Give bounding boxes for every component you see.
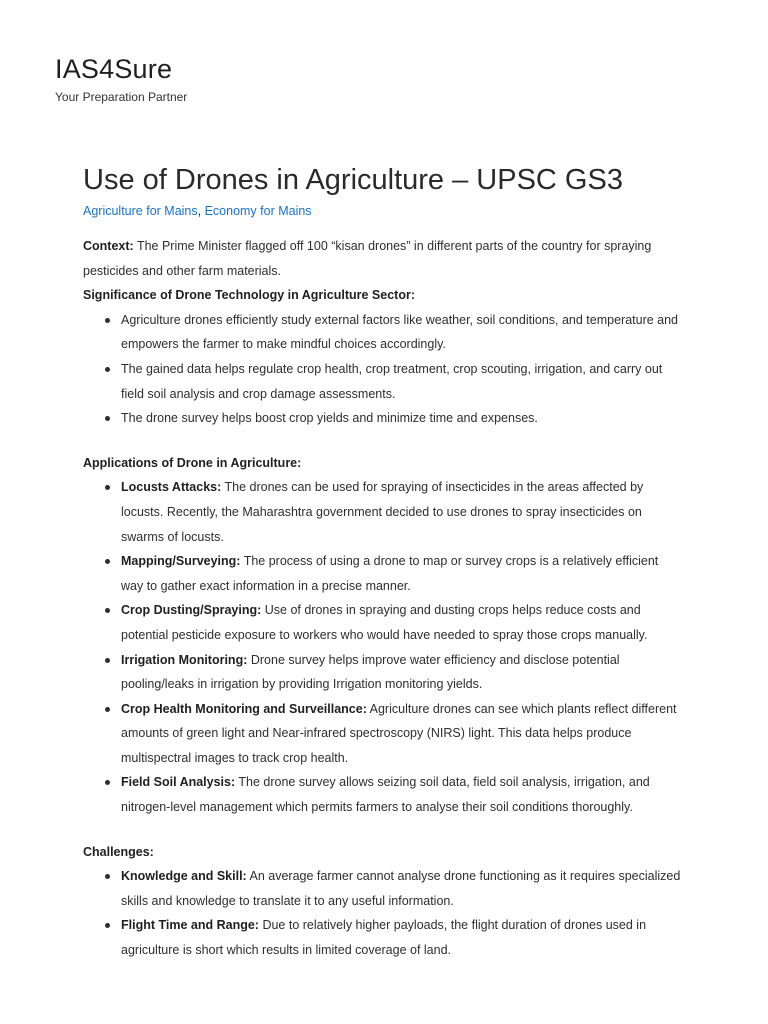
item-label: Locusts Attacks: [121, 480, 222, 495]
challenges-heading [83, 840, 683, 865]
category-link-agriculture[interactable]: Agriculture for Mains [83, 204, 198, 218]
applications-heading-text: Applications of Drone in Agriculture: [83, 455, 302, 470]
context-label: Context: [83, 239, 134, 253]
challenges-list [83, 864, 683, 962]
article [83, 160, 683, 963]
item-text: An average farmer cannot analyse drone functioning as it requires specialized skills and knowledge to translate it to any useful information. [121, 869, 681, 908]
site-title[interactable]: IAS4Sure [55, 54, 173, 84]
list-item: Agriculture drones efficiently study external factors like weather, soil conditions, and temperature and empowers the farmer to make mindful choices accordingly. [121, 308, 683, 357]
item-label: Flight Time and Range: [121, 918, 259, 933]
site-tagline: Your Preparation Partner [55, 90, 188, 104]
item-label: Crop Health Monitoring and Surveillance: [121, 701, 367, 716]
item-text: Agriculture drones can see which plants reflect different amounts of green light and Near-infrared spectroscopy (NIRS) light. This data helps produce multispectral images to track crop health. [121, 701, 677, 765]
item-label: Mapping/Surveying: [121, 554, 241, 569]
section-gap [83, 820, 683, 840]
item-label: Field Soil Analysis: [121, 775, 236, 790]
challenges-heading-text: Challenges: [83, 844, 154, 859]
item-text: The drone survey allows seizing soil data, field soil analysis, irrigation, and nitrogen-level management which permits farmers to analyse their soil conditions thoroughly. [121, 775, 650, 815]
post-categories [83, 202, 683, 220]
category-link-economy[interactable]: Economy for Mains [204, 204, 312, 218]
list-item [121, 697, 683, 771]
list-item [121, 598, 683, 647]
item-label: Crop Dusting/Spraying: [121, 603, 262, 618]
item-text: Due to relatively higher payloads, the flight duration of drones used in agriculture is short which results in limited coverage of land. [121, 918, 647, 958]
list-item [121, 549, 683, 598]
section-gap [83, 431, 683, 451]
item-text: Use of drones in spraying and dusting crops helps reduce costs and potential pesticide exposure to workers who would have needed to spray those crops manually. [121, 603, 648, 642]
list-item: The gained data helps regulate crop health, crop treatment, crop scouting, irrigation, and carry out field soil analysis and crop damage assessments. [121, 357, 683, 406]
significance-heading [83, 283, 683, 308]
applications-list [83, 475, 683, 819]
item-text: The drones can be used for spraying of insecticides in the areas affected by locusts. Recently, the Maharashtra government decided to use drones to spray insecticides on swarms of locusts. [121, 480, 644, 544]
post-title: Use of Drones in Agriculture – UPSC GS3 [83, 164, 623, 196]
list-item [121, 913, 683, 962]
list-item [121, 648, 683, 697]
item-label: Irrigation Monitoring: [121, 652, 248, 667]
item-text: Drone survey helps improve water efficiency and disclose potential pooling/leaks in irrigation by providing Irrigation monitoring yields. [121, 652, 620, 692]
significance-list [83, 308, 683, 431]
category-separator: , [197, 204, 205, 218]
applications-heading [83, 451, 683, 476]
list-item [121, 864, 683, 913]
list-item [121, 770, 683, 819]
significance-heading-text: Significance of Drone Technology in Agriculture Sector: [83, 288, 415, 303]
item-label: Knowledge and Skill: [121, 869, 247, 884]
post-content [83, 234, 683, 963]
list-item [121, 475, 683, 549]
context-text: The Prime Minister flagged off 100 “kisan drones” in different parts of the country for spraying pesticides and other farm materials. [83, 239, 652, 278]
item-text: The process of using a drone to map or survey crops is a relatively efficient way to gather exact information in a precise manner. [121, 554, 659, 593]
context-paragraph [83, 234, 683, 283]
list-item: The drone survey helps boost crop yields and minimize time and expenses. [121, 406, 683, 431]
